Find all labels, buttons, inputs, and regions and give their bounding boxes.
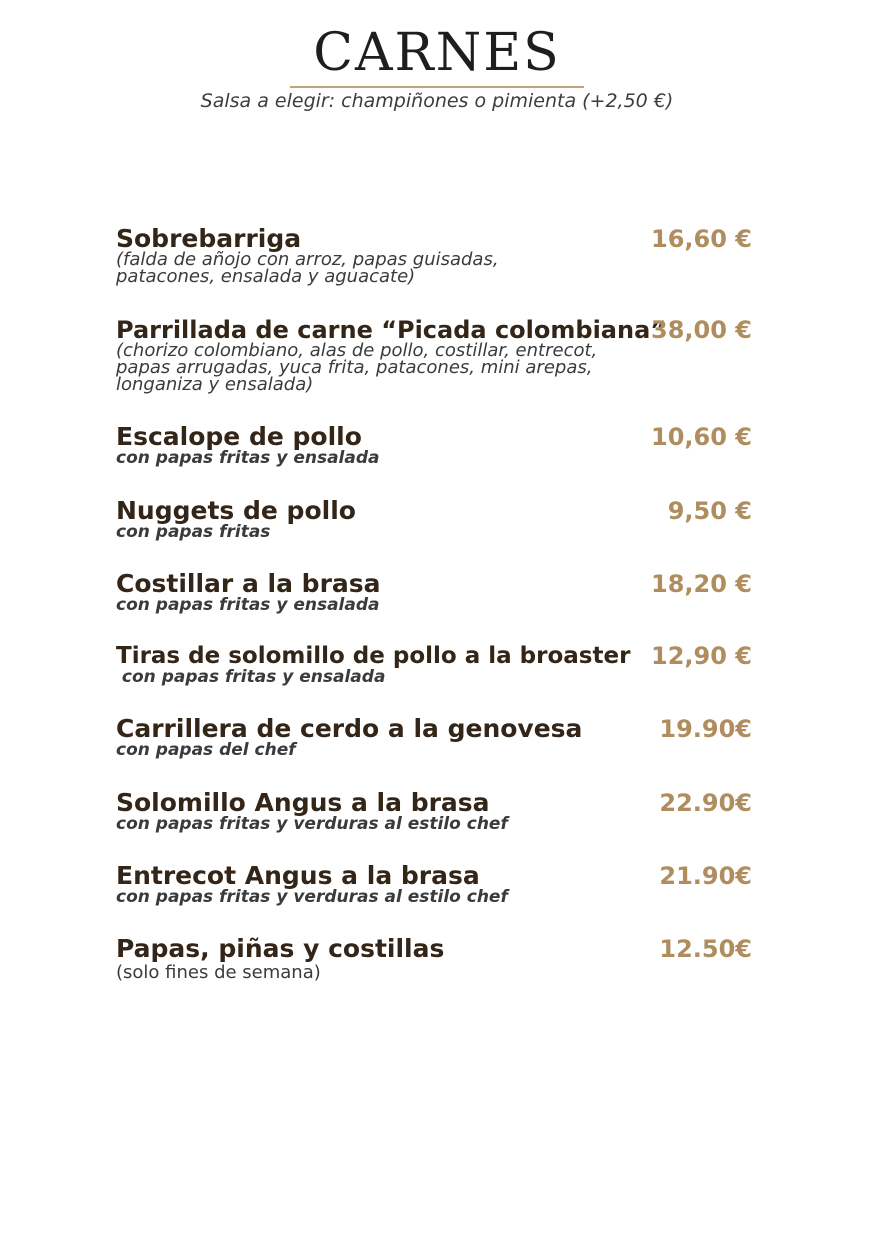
title-divider: [290, 86, 584, 88]
item-name: Escalope de pollo: [116, 422, 362, 451]
item-price: 16,60 €: [651, 225, 752, 253]
item-name: Nuggets de pollo: [116, 496, 356, 525]
item-description: con papas fritas y ensalada: [116, 448, 380, 468]
menu-item-nuggets-de-pollo: [116, 496, 756, 541]
item-price: 12.50€: [659, 935, 752, 963]
item-name: Tiras de solomillo de pollo a la broaster: [116, 643, 631, 669]
item-price: 22.90€: [659, 789, 752, 817]
item-price: 21.90€: [659, 862, 752, 890]
item-price: 9,50 €: [667, 497, 752, 525]
item-description: con papas fritas y verduras al estilo chef: [116, 887, 508, 907]
item-description: con papas fritas y ensalada: [116, 667, 386, 687]
item-name: Carrillera de cerdo a la genovesa: [116, 714, 583, 743]
item-name: Costillar a la brasa: [116, 569, 381, 598]
item-name: Sobrebarriga: [116, 224, 302, 253]
item-description: (chorizo colombiano, alas de pollo, costillar, entrecot, papas arrugadas, yuca frita, patacones, mini arepas, longaniza y ensalada): [116, 340, 598, 395]
item-description: con papas fritas: [116, 522, 271, 542]
item-description: con papas fritas y verduras al estilo chef: [116, 814, 508, 834]
page-subtitle: Salsa a elegir: champiñones o pimienta (+2,50 €): [200, 90, 674, 112]
item-price: 19.90€: [659, 715, 752, 743]
item-price: 38,00 €: [651, 316, 752, 344]
item-price: 18,20 €: [651, 570, 752, 598]
item-name: Papas, piñas y costillas: [116, 934, 445, 963]
item-price: 12,90 €: [651, 642, 752, 670]
page-title: CARNES: [313, 23, 561, 83]
item-description: con papas del chef: [116, 740, 296, 760]
item-price: 10,60 €: [651, 423, 752, 451]
item-name: Solomillo Angus a la brasa: [116, 788, 490, 817]
item-name: Parrillada de carne “Picada colombiana”: [116, 316, 667, 344]
item-description: (solo fines de semana): [116, 962, 321, 983]
item-description: (falda de añojo con arroz, papas guisadas, patacones, ensalada y aguacate): [116, 249, 499, 287]
item-name: Entrecot Angus a la brasa: [116, 861, 480, 890]
item-description: con papas fritas y ensalada: [116, 595, 380, 615]
